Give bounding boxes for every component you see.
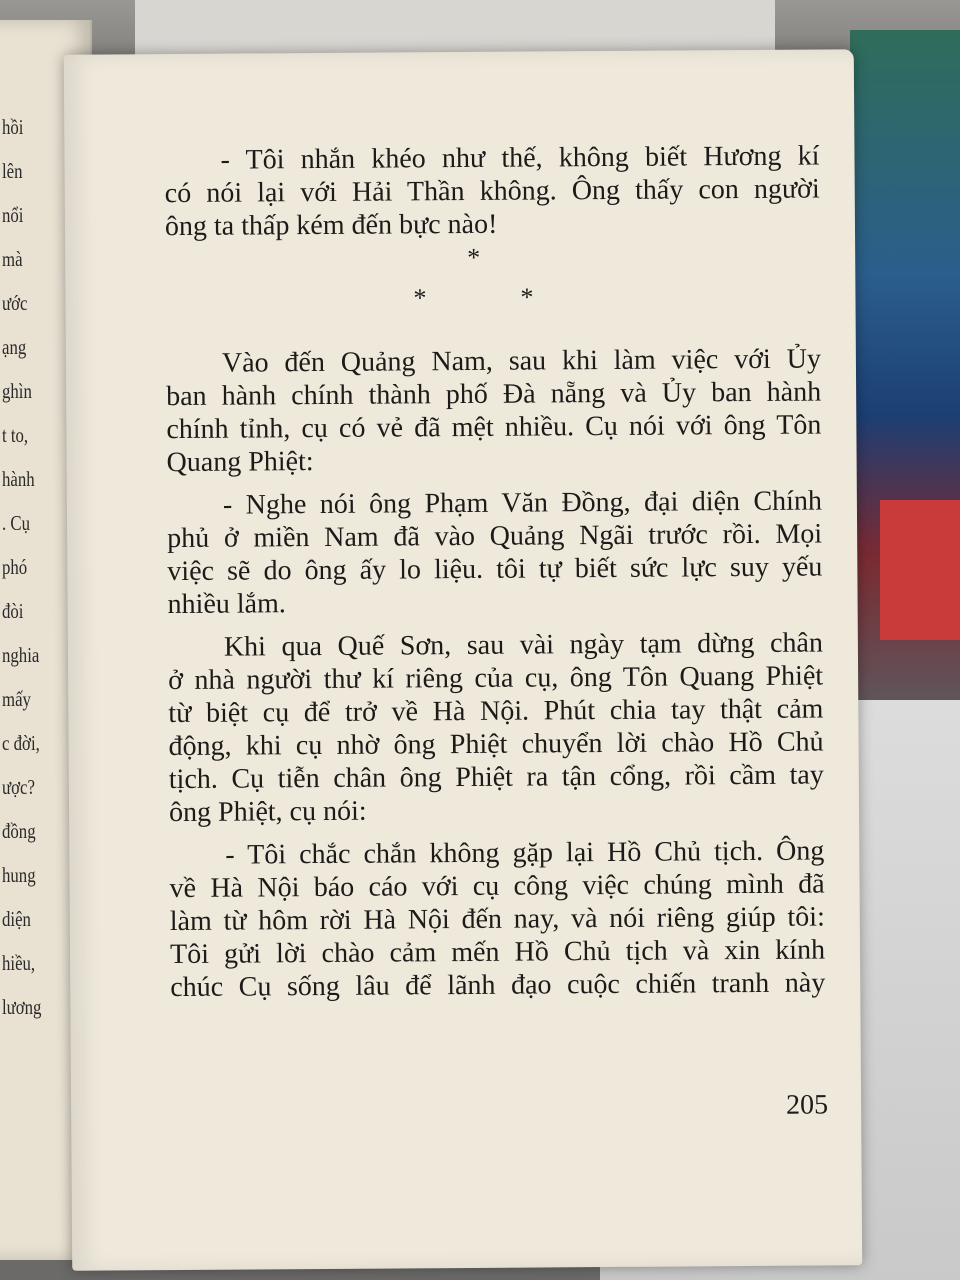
text-line: chúc Cụ sống lâu để lãnh đạo cuộc chiến tranh này xyxy=(170,967,826,1004)
text-line: động, khi cụ nhờ ông Phiệt chuyển lời chào Hồ Chủ xyxy=(168,726,824,763)
page-number: 205 xyxy=(786,1089,829,1121)
left-page-text-fragment: lương xyxy=(2,995,42,1019)
text-line: Vào đến Quảng Nam, sau khi làm việc với Ủy xyxy=(221,343,822,379)
text-line: ở nhà người thư kí riêng của cụ, ông Tôn Quang Phiệt xyxy=(168,660,824,697)
text-line: phủ ở miền Nam đã vào Quảng Ngãi trước rồi. Mọi xyxy=(167,518,823,555)
paragraph-1 xyxy=(164,139,820,243)
paragraph-2 xyxy=(166,342,822,479)
left-page-text-fragment: lên xyxy=(2,159,23,183)
left-page-text-fragment: đòi xyxy=(2,599,24,623)
left-page-text-fragment: đồng xyxy=(2,819,36,843)
left-page-text-fragment: phó xyxy=(2,555,28,579)
text-line: việc sẽ do ông ấy lo liệu. tôi tự biết sức lực suy yếu xyxy=(167,551,823,588)
left-page-text-fragment: nghia xyxy=(2,643,40,667)
paragraph-4 xyxy=(168,626,824,829)
section-separator xyxy=(165,238,821,333)
left-page-text-fragment: hiều, xyxy=(2,951,36,975)
paragraph-5 xyxy=(169,834,825,1004)
text-line: nhiều lắm. xyxy=(167,588,286,621)
left-page-text-fragment: diện xyxy=(2,907,31,931)
text-line: - Tôi chắc chắn không gặp lại Hồ Chủ tịch. Ông xyxy=(225,835,825,871)
text-line: - Tôi nhắn khéo như thế, không biết Hương kí xyxy=(220,140,820,176)
text-line: làm từ hôm rời Hà Nội đến nay, và nói riêng giúp tôi: xyxy=(169,901,825,938)
left-page-text-fragment: hồi xyxy=(2,115,24,139)
left-page-text-fragment: c đời, xyxy=(2,731,40,755)
left-page-text-fragment: nổi xyxy=(2,203,24,227)
text-line: Tôi gửi lời chào cảm mến Hồ Chủ tịch và xin kính xyxy=(169,934,826,971)
text-line: về Hà Nội báo cáo với cụ công việc chúng mình đã xyxy=(169,868,825,905)
left-page-text-fragment: hành xyxy=(2,467,35,491)
left-page-text-fragment: ạng xyxy=(2,335,27,359)
text-line: ban hành chính thành phố Đà nẵng và Ủy ban hành xyxy=(166,376,822,413)
left-page-text-fragment: t to, xyxy=(2,423,29,447)
text-line: chính tỉnh, cụ có vẻ đã mệt nhiều. Cụ nói với ông Tôn xyxy=(166,409,822,446)
text-line: tịch. Cụ tiễn chân ông Phiệt ra tận cổng, rồi cầm tay xyxy=(168,759,824,796)
background-red-binder xyxy=(880,500,960,640)
text-line: có nói lại với Hải Thần không. Ông thấy con người xyxy=(164,173,820,210)
separator-star: * xyxy=(413,283,427,313)
text-line: ông Phiệt, cụ nói: xyxy=(168,795,367,829)
left-page-text-fragment: ước xyxy=(2,291,28,315)
text-line: từ biệt cụ để trở về Hà Nội. Phút chia tay thật cảm xyxy=(168,693,824,730)
left-page-text-fragment: . Cụ xyxy=(2,511,31,535)
left-page-text-fragment: hung xyxy=(2,863,36,887)
paragraph-3 xyxy=(167,484,823,621)
left-page-text-fragment: ghìn xyxy=(2,379,32,403)
text-line: Khi qua Quế Sơn, sau vài ngày tạm dừng chân xyxy=(223,627,823,663)
separator-star: * xyxy=(520,282,534,312)
text-line: Quang Phiệt: xyxy=(166,446,314,479)
left-page-text-fragment: mà xyxy=(2,247,23,271)
left-page-text-fragment: mấy xyxy=(2,687,31,711)
text-line: ông ta thấp kém đến bực nào! xyxy=(164,208,498,243)
separator-star: * xyxy=(467,242,481,272)
page-text xyxy=(164,139,825,1004)
book-page xyxy=(64,49,862,1270)
text-line: - Nghe nói ông Phạm Văn Đồng, đại diện Chính xyxy=(222,485,823,521)
left-page-text-fragment: ược? xyxy=(2,775,35,799)
